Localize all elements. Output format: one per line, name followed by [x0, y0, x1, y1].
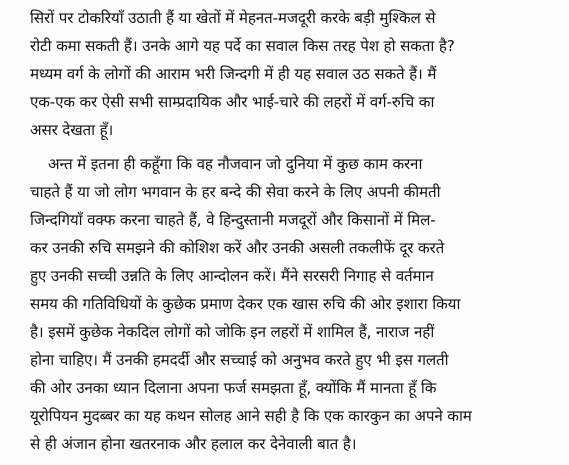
text-line: मध्यम वर्ग के लोगों की आराम भरी जिन्दगी में ही यह सवाल उठ सकते हैं। मैं	[30, 65, 437, 83]
text-line: यूरोपियन मुदब्बर का यह कथन सोलह आने सही है कि एक कारकुन का अपने काम	[30, 407, 472, 425]
text-line: होना चाहिए। मैं उनकी हमदर्दी और सच्चाई को अनुभव करते हुए भी इस गलती	[30, 351, 449, 369]
text-line: कर उनकी रुचि समझने की कोशिश करें और उनकी असली तकलीफें दूर करते	[30, 239, 445, 257]
text-line: असर देखता हूँ।	[30, 121, 114, 139]
text-line: सिरों पर टोकरियाँ उठाती हैं या खेतों में मेहनत-मजदूरी करके बड़ी मुश्किल से	[30, 9, 436, 27]
text-line: की ओर उनका ध्यान दिलाना अपना फर्ज समझता हूँ, क्योंकि मैं मानता हूँ कि	[30, 379, 437, 397]
text-line: से ही अंजान होना खतरनाक और हलाल कर देनेवाली बात है।	[30, 435, 357, 453]
text-line: हुए उनकी सच्ची उन्नति के लिए आन्दोलन करें। मैंने सरसरी निगाह से वर्तमान	[30, 267, 434, 285]
text-line: एक-एक कर ऐसी सभी साम्प्रदायिक और भाई-चारे की लहरों में वर्ग-रुचि का	[30, 93, 435, 111]
paragraph-2	[30, 150, 551, 458]
text-line: है। इसमें कुछेक नेकदिल लोगों को जोकि इन लहरों में शामिल हैं, नाराज नहीं	[30, 323, 435, 341]
text-line: जिन्दगियाँ वक्फ करना चाहते हैं, वे हिन्दुस्तानी मजदूरों और किसानों में मिल-	[30, 211, 436, 229]
text-line: अन्त में इतना ही कहूँगा कि वह नौजवान जो दुनिया में कुछ काम करना	[48, 155, 423, 173]
paragraph-1	[30, 4, 551, 144]
text-line: रोटी कमा सकती हैं। उनके आगे यह पर्दे का सवाल किस तरह पेश हो सकता है?	[30, 37, 455, 55]
text-line: चाहते हैं या जो लोग भगवान के हर बन्दे की सेवा करने के लिए अपनी कीमती	[30, 183, 441, 201]
text-line: समय की गतिविधियों के कुछेक प्रमाण देकर एक खास रुचि की ओर इशारा किया	[30, 295, 461, 313]
